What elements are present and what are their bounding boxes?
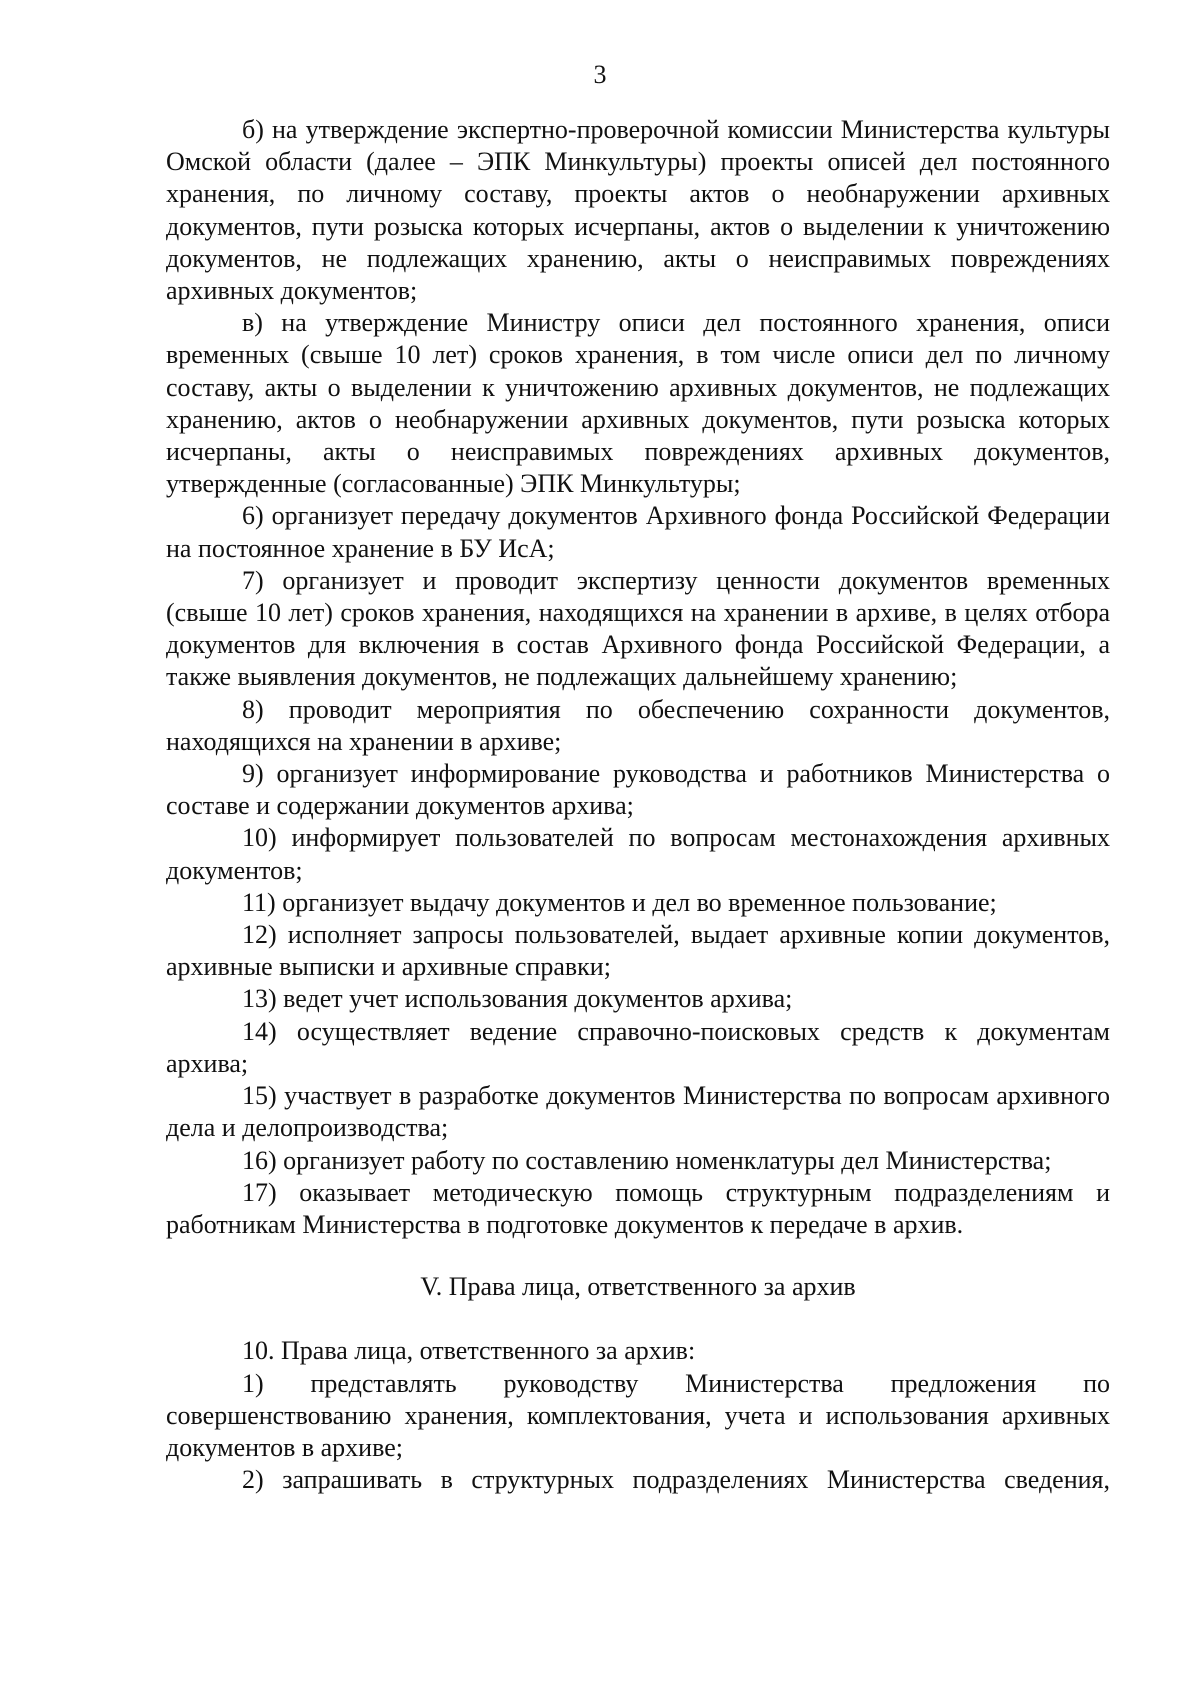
paragraph-b: б) на утверждение экспертно-проверочной комиссии Министерства культуры Омской области (далее – ЭПК Минкультуры) проекты описей дел постоянного хранения, по личному составу, проекты актов о необнаружении архивных документов, пути розыска которых исчерпаны, актов о выделении к уничтожению документов, не подлежащих хранению, акты о неисправимых повреждениях архивных документов; <box>166 115 1110 306</box>
paragraph-item-6: 6) организует передачу документов Архивного фонда Российской Федерации на постоянное хранение в БУ ИсА; <box>166 501 1110 563</box>
paragraph-item-15: 15) участвует в разработке документов Министерства по вопросам архивного дела и делопроизводства; <box>166 1081 1110 1143</box>
section-heading: V. Права лица, ответственного за архив <box>420 1272 856 1302</box>
paragraph-item-11: 11) организует выдачу документов и дел во временное пользование; <box>242 887 997 917</box>
paragraph-right-1: 1) представлять руководству Министерства предложения по совершенствованию хранения, комплектования, учета и использования архивных документов в архиве; <box>166 1368 1110 1462</box>
paragraph-item-7: 7) организует и проводит экспертизу ценности документов временных (свыше 10 лет) сроков хранения, находящихся на хранении в архиве, в целях отбора документов для включения в состав Архивного фонда Российской Федерации, а также выявления документов, не подлежащих дальнейшему хранению; <box>166 565 1110 692</box>
document-body <box>166 114 1110 1496</box>
paragraph-item-8: 8) проводит мероприятия по обеспечению сохранности документов, находящихся на хранении в архиве; <box>166 694 1110 756</box>
page-number: 3 <box>593 60 607 89</box>
paragraph-item-10: 10) информирует пользователей по вопросам местонахождения архивных документов; <box>166 823 1110 885</box>
paragraph-rights-intro: 10. Права лица, ответственного за архив: <box>242 1336 696 1366</box>
paragraph-item-17: 17) оказывает методическую помощь структурным подразделениям и работникам Министерства в подготовке документов к передаче в архив. <box>166 1177 1110 1239</box>
paragraph-item-12: 12) исполняет запросы пользователей, выдает архивные копии документов, архивные выписки и архивные справки; <box>166 920 1110 982</box>
paragraph-item-16: 16) организует работу по составлению номенклатуры дел Министерства; <box>242 1145 1052 1175</box>
paragraph-item-14: 14) осуществляет ведение справочно-поисковых средств к документам архива; <box>166 1016 1110 1078</box>
paragraph-item-13: 13) ведет учет использования документов архива; <box>242 984 793 1014</box>
paragraph-v: в) на утверждение Министру описи дел постоянного хранения, описи временных (свыше 10 лет) сроков хранения, в том числе описи дел по личному составу, акты о выделении к уничтожению архивных документов, не подлежащих хранению, актов о необнаружении архивных документов, пути розыска которых исчерпаны, акты о неисправимых повреждениях архивных документов, утвержденные (согласованные) ЭПК Минкультуры; <box>166 308 1110 499</box>
paragraph-item-9: 9) организует информирование руководства и работников Министерства о составе и содержании документов архива; <box>166 759 1110 821</box>
paragraph-right-2: 2) запрашивать в структурных подразделениях Министерства сведения, <box>242 1465 1110 1495</box>
